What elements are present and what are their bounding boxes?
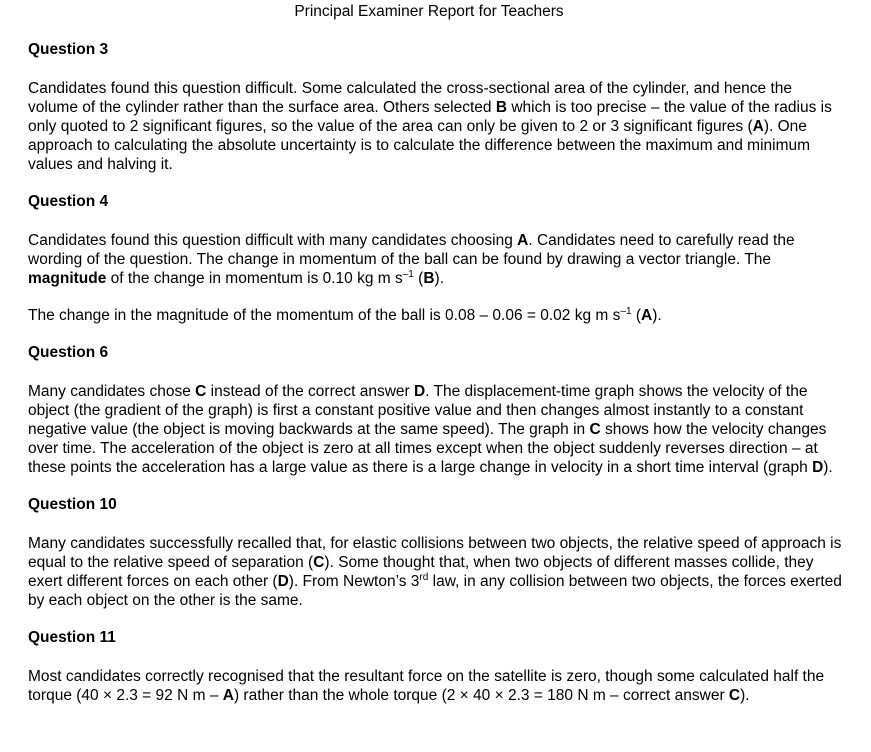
question-paragraph xyxy=(28,231,843,288)
paragraph-text: ). xyxy=(740,687,750,704)
question-paragraph xyxy=(28,667,843,705)
question-paragraph xyxy=(28,306,843,325)
question-heading: Question 6 xyxy=(28,344,109,361)
paragraph-text: ). Some thought that, when two objects of different masses collide, they exert different forces on each other ( xyxy=(28,554,814,590)
bold-text: D xyxy=(812,459,824,476)
report-title: Principal Examiner Report for Teachers xyxy=(294,3,564,20)
question-section xyxy=(28,40,843,174)
bold-text: magnitude xyxy=(28,270,107,287)
paragraph-text: law, in any collision between two objects, the forces exerted by each object on the other is the same. xyxy=(28,573,842,609)
bold-text: C xyxy=(728,687,741,704)
paragraph-text: which is too precise – the value of the radius is only quoted to 2 significant figures, so the value of the area can only be given to 2 or 3 significant figures ( xyxy=(28,99,832,135)
page-header xyxy=(0,2,858,21)
paragraph-text: ( xyxy=(413,270,424,287)
question-section xyxy=(28,495,843,610)
paragraph-text: ). One approach to calculating the absolute uncertainty is to calculate the difference between the maximum and minimum values and halving it. xyxy=(28,118,811,173)
report-body xyxy=(28,40,843,705)
question-paragraph xyxy=(28,79,843,174)
paragraph-text: Many candidates successfully recalled that, for elastic collisions between two objects, the relative speed of approach is equal to the relative speed of separation ( xyxy=(28,535,842,571)
paragraph-text: of the change in momentum is 0.10 kg m s xyxy=(106,270,403,287)
bold-text: A xyxy=(752,118,764,135)
question-section xyxy=(28,192,843,325)
paragraph-text: Most candidates correctly recognised that the resultant force on the satellite is zero, though some calculated half the torque (40 × 2.3 = 92 N m – xyxy=(28,668,825,704)
bold-text: D xyxy=(414,383,426,400)
bold-text: B xyxy=(495,99,508,116)
paragraph-text: . Candidates need to carefully read the wording of the question. The change in momentum of the ball can be found by drawing a vector triangle. The xyxy=(28,232,795,268)
question-section xyxy=(28,628,843,705)
bold-text: B xyxy=(423,270,435,287)
paragraph-text: ). xyxy=(434,270,445,287)
paragraph-text: ). xyxy=(823,459,833,476)
question-heading: Question 10 xyxy=(28,496,117,513)
question-heading: Question 11 xyxy=(28,629,116,646)
paragraph-text: Candidates found this question difficult with many candidates choosing xyxy=(28,232,518,249)
paragraph-text: ). From Newton’s 3 xyxy=(288,573,420,590)
question-paragraph xyxy=(28,534,843,610)
bold-text: D xyxy=(277,573,289,590)
paragraph-text: ) rather than the whole torque (2 × 40 × 2.3 = 180 N m – correct answer xyxy=(233,687,729,704)
paragraph-text: The change in the magnitude of the momentum of the ball is 0.08 – 0.06 = 0.02 kg m s xyxy=(28,307,621,324)
paragraph-text: ). xyxy=(652,307,662,324)
superscript-text: –1 xyxy=(620,306,632,317)
bold-text: C xyxy=(313,554,325,571)
question-heading: Question 3 xyxy=(28,41,109,58)
paragraph-text: . The displacement-time graph shows the velocity of the object (the gradient of the graph) is first a constant positive value and then changes almost instantly to a constant negative value (the object is moving backwards at the same speed). The graph in xyxy=(28,383,808,438)
bold-text: A xyxy=(517,232,529,249)
question-heading: Question 4 xyxy=(28,193,109,210)
superscript-text: –1 xyxy=(402,269,414,280)
paragraph-text: Candidates found this question difficult. Some calculated the cross-sectional area of the cylinder, and hence the volume of the cylinder rather than the surface area. Others selected xyxy=(28,80,792,116)
paragraph-text: instead of the correct answer xyxy=(206,383,414,400)
question-section xyxy=(28,343,843,477)
bold-text: A xyxy=(640,307,653,324)
bold-text: C xyxy=(589,421,601,438)
bold-text: A xyxy=(222,687,234,704)
paragraph-text: shows how the velocity changes over time. The acceleration of the object is zero at all times except when the object suddenly reverses direction – at these points the acceleration has a large value as there is a large change in velocity in a short time interval (graph xyxy=(28,421,827,476)
paragraph-text: Many candidates chose xyxy=(28,383,196,400)
superscript-text: rd xyxy=(419,572,429,583)
paragraph-text: ( xyxy=(631,307,641,324)
bold-text: C xyxy=(195,383,207,400)
question-paragraph xyxy=(28,382,843,477)
